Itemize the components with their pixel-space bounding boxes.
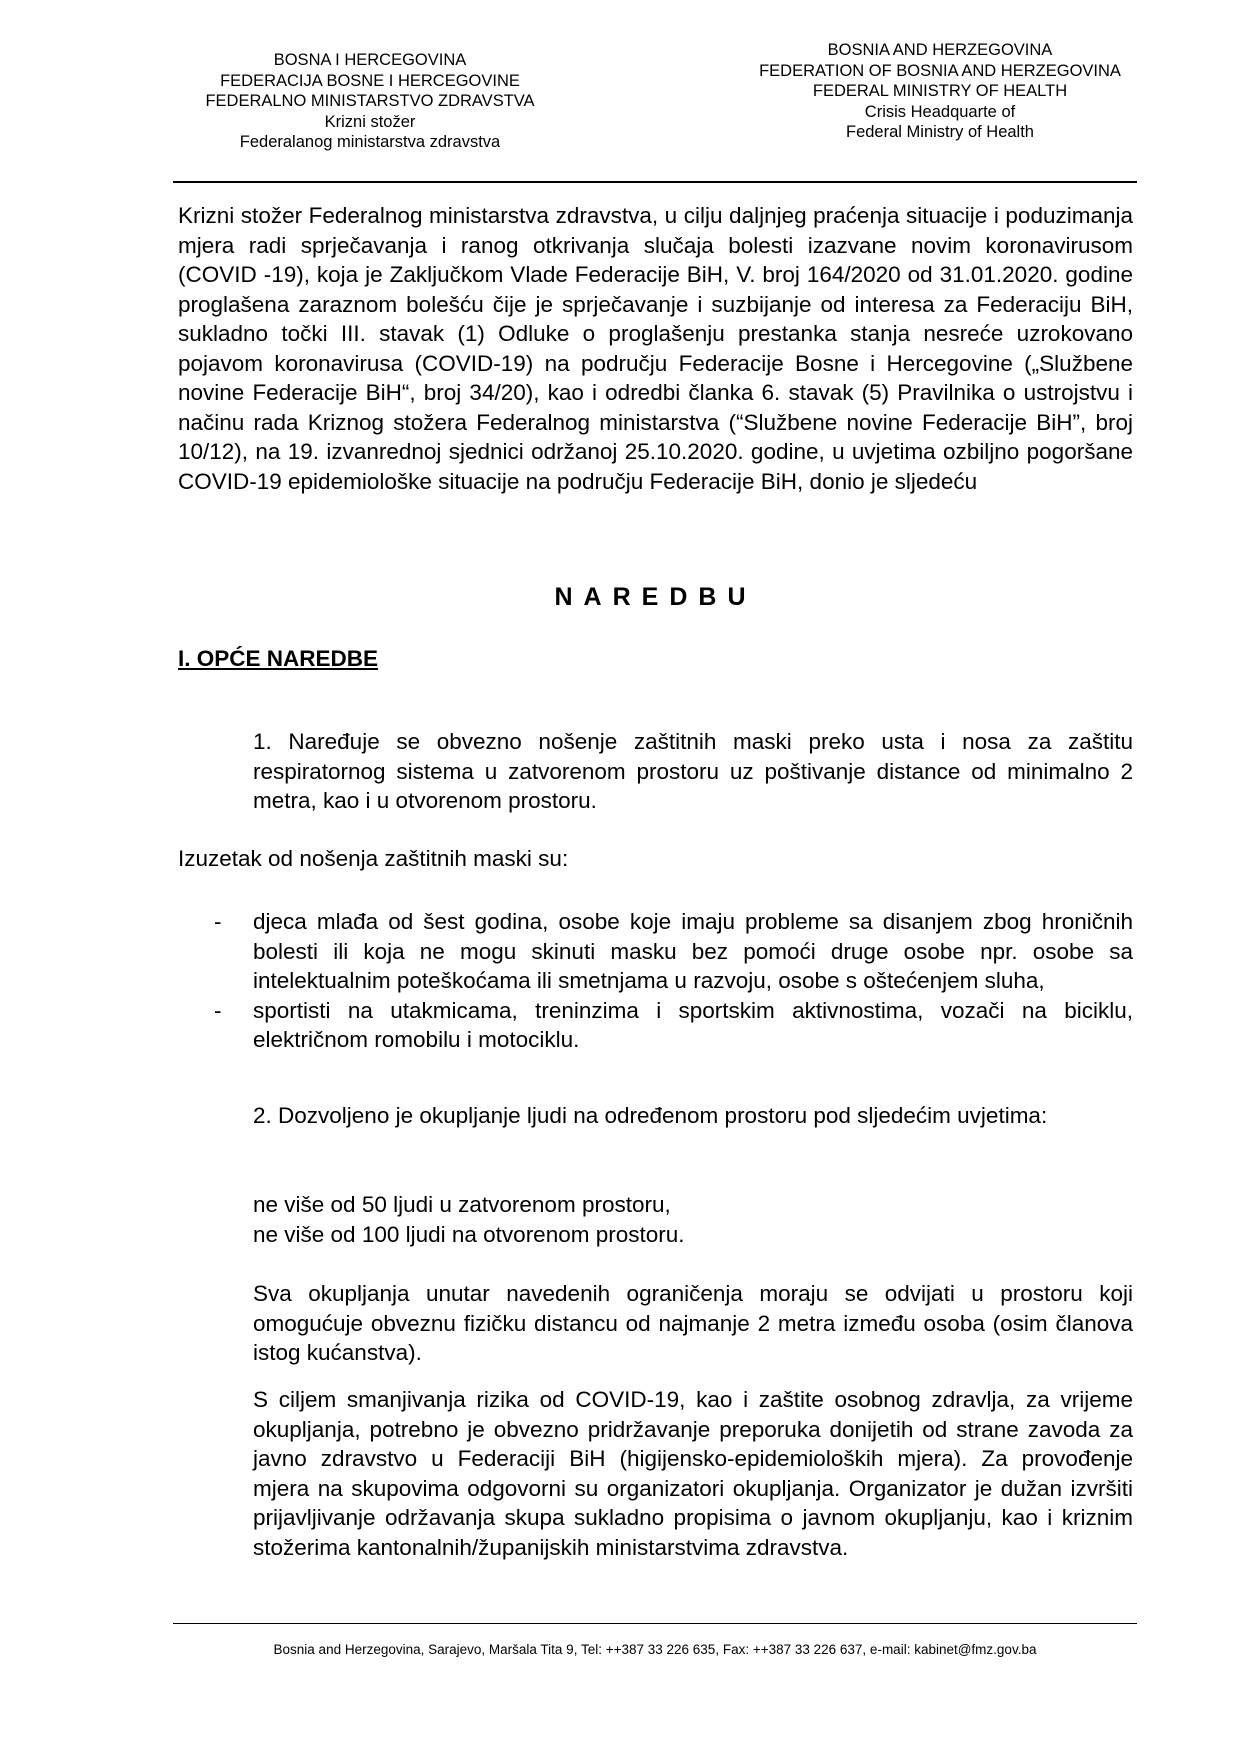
header-left-line: Federalanog ministarstva zdravstva	[239, 133, 501, 151]
header-divider	[173, 181, 1137, 183]
footer-divider	[173, 1623, 1137, 1624]
header-right-line: BOSNIA AND HERZEGOVINA	[827, 41, 1053, 59]
distance-paragraph: Sva okupljanja unutar navedenih ograničenja moraju se odvijati u prostoru koji omogućuje obveznu fizičku distancu od najmanje 2 metra između osoba (osim članova istog kućanstva).	[253, 1281, 1133, 1365]
intro-paragraph: Krizni stožer Federalnog ministarstva zdravstva, u cilju daljnjeg praćenja situacije i poduzimanja mjera radi sprječavanja i ranog otkrivanja slučaja bolesti izazvane novim koronavirusom (COVID -19), koja je Zaključkom Vlade Federacije BiH, V. broj 164/2020 od 31.01.2020. godine proglašena zaraznom bolešću čije je sprječavanje i suzbijanje od interesa za Federaciju BiH, sukladno točki III. stavak (1) Odluke o proglašenju prestanka stanja nesreće uzrokovano pojavom koronavirusa (COVID-19) na području Federacije Bosne i Hercegovine („Službene novine Federacije BiH“, broj 34/20), kao i odredbi članka 6. stavak (5) Pravilnika o ustrojstvu i načinu rada Kriznog stožera Federalnog ministarstva (“Službene novine Federacije BiH”, broj 10/12), na 19. izvanrednoj sjednici održanoj 25.10.2020. godine, u uvjetima ozbiljno pogoršane COVID-19 epidemiološke situacije na području Federacije BiH, donio je sljedeću	[178, 203, 1133, 494]
order-item-1: 1. Naređuje se obvezno nošenje zaštitnih maski preko usta i nosa za zaštitu respiratornog sistema u zatvorenom prostoru uz poštivanje distance od minimalno 2 metra, kao i u otvorenom prostoru.	[253, 729, 1133, 813]
list-item	[178, 907, 1133, 996]
header-right-line: FEDERATION OF BOSNIA AND HERZEGOVINA	[759, 61, 1121, 80]
header-left-line: FEDERALNO MINISTARSTVO ZDRAVSTVA	[205, 92, 535, 110]
header-left-line: FEDERACIJA BOSNE I HERCEGOVINE	[220, 71, 520, 90]
header-right-line: FEDERAL MINISTRY OF HEALTH	[812, 82, 1068, 100]
measures-paragraph: S ciljem smanjivanja rizika od COVID-19, kao i zaštite osobnog zdravlja, za vrijeme okupljanja, potrebno je obvezno pridržavanje preporuka donijetih od strane zavoda za javno zdravstvo u Federaciji BiH (higijensko-epidemioloških mjera). Za provođenje mjera na skupovima odgovorni su organizatori okupljanja. Organizator je dužan izvršiti prijavljivanje održavanja skupa sukladno propisima o javnom okupljanju, kao i kriznim stožerima kantonalnih/županijskih ministarstvima zdravstva.	[253, 1387, 1133, 1560]
header-left-line: BOSNA I HERCEGOVINA	[273, 51, 467, 69]
exceptions-list	[178, 907, 1133, 1055]
header-right-line: Federal Ministry of Health	[846, 123, 1034, 141]
header-left	[170, 50, 570, 153]
order-item-2: 2. Dozvoljeno je okupljanje ljudi na određenom prostoru pod sljedećim uvjetima:	[253, 1103, 1048, 1128]
section-heading: I. OPĆE NAREDBE	[178, 646, 379, 671]
list-item-text: sportisti na utakmicama, treninzima i sportskim aktivnostima, vozači na biciklu, električnom romobilu i motociklu.	[253, 997, 1133, 1052]
list-item-text: djeca mlađa od šest godina, osobe koje imaju probleme sa disanjem zbog hroničnih bolesti ili koja ne mogu skinuti masku bez pomoći druge osobe npr. osobe sa intelektualnim poteškoćama ili smetnjama u razvoju, osobe s oštećenjem sluha,	[253, 909, 1133, 993]
gathering-conditions	[253, 1190, 1133, 1249]
header-right-line: Crisis Headquarte of	[864, 102, 1016, 121]
exceptions-heading: Izuzetak od nošenja zaštitnih maski su:	[178, 846, 569, 871]
bullet-marker: -	[214, 909, 222, 934]
condition-line: ne više od 100 ljudi na otvorenom prostoru.	[253, 1221, 685, 1247]
header-left-line: Krizni stožer	[324, 112, 416, 131]
bullet-marker: -	[214, 997, 222, 1023]
condition-line: ne više od 50 ljudi u zatvorenom prostoru,	[253, 1192, 671, 1217]
header-right	[720, 40, 1160, 143]
list-item	[178, 996, 1133, 1055]
document-title: NAREDBU	[554, 583, 757, 611]
footer-contact: Bosnia and Herzegovina, Sarajevo, Maršala Tita 9, Tel: ++387 33 226 635, Fax: ++387 33 226 637, e-mail: kabinet@fmz.gov.ba	[273, 1642, 1037, 1657]
